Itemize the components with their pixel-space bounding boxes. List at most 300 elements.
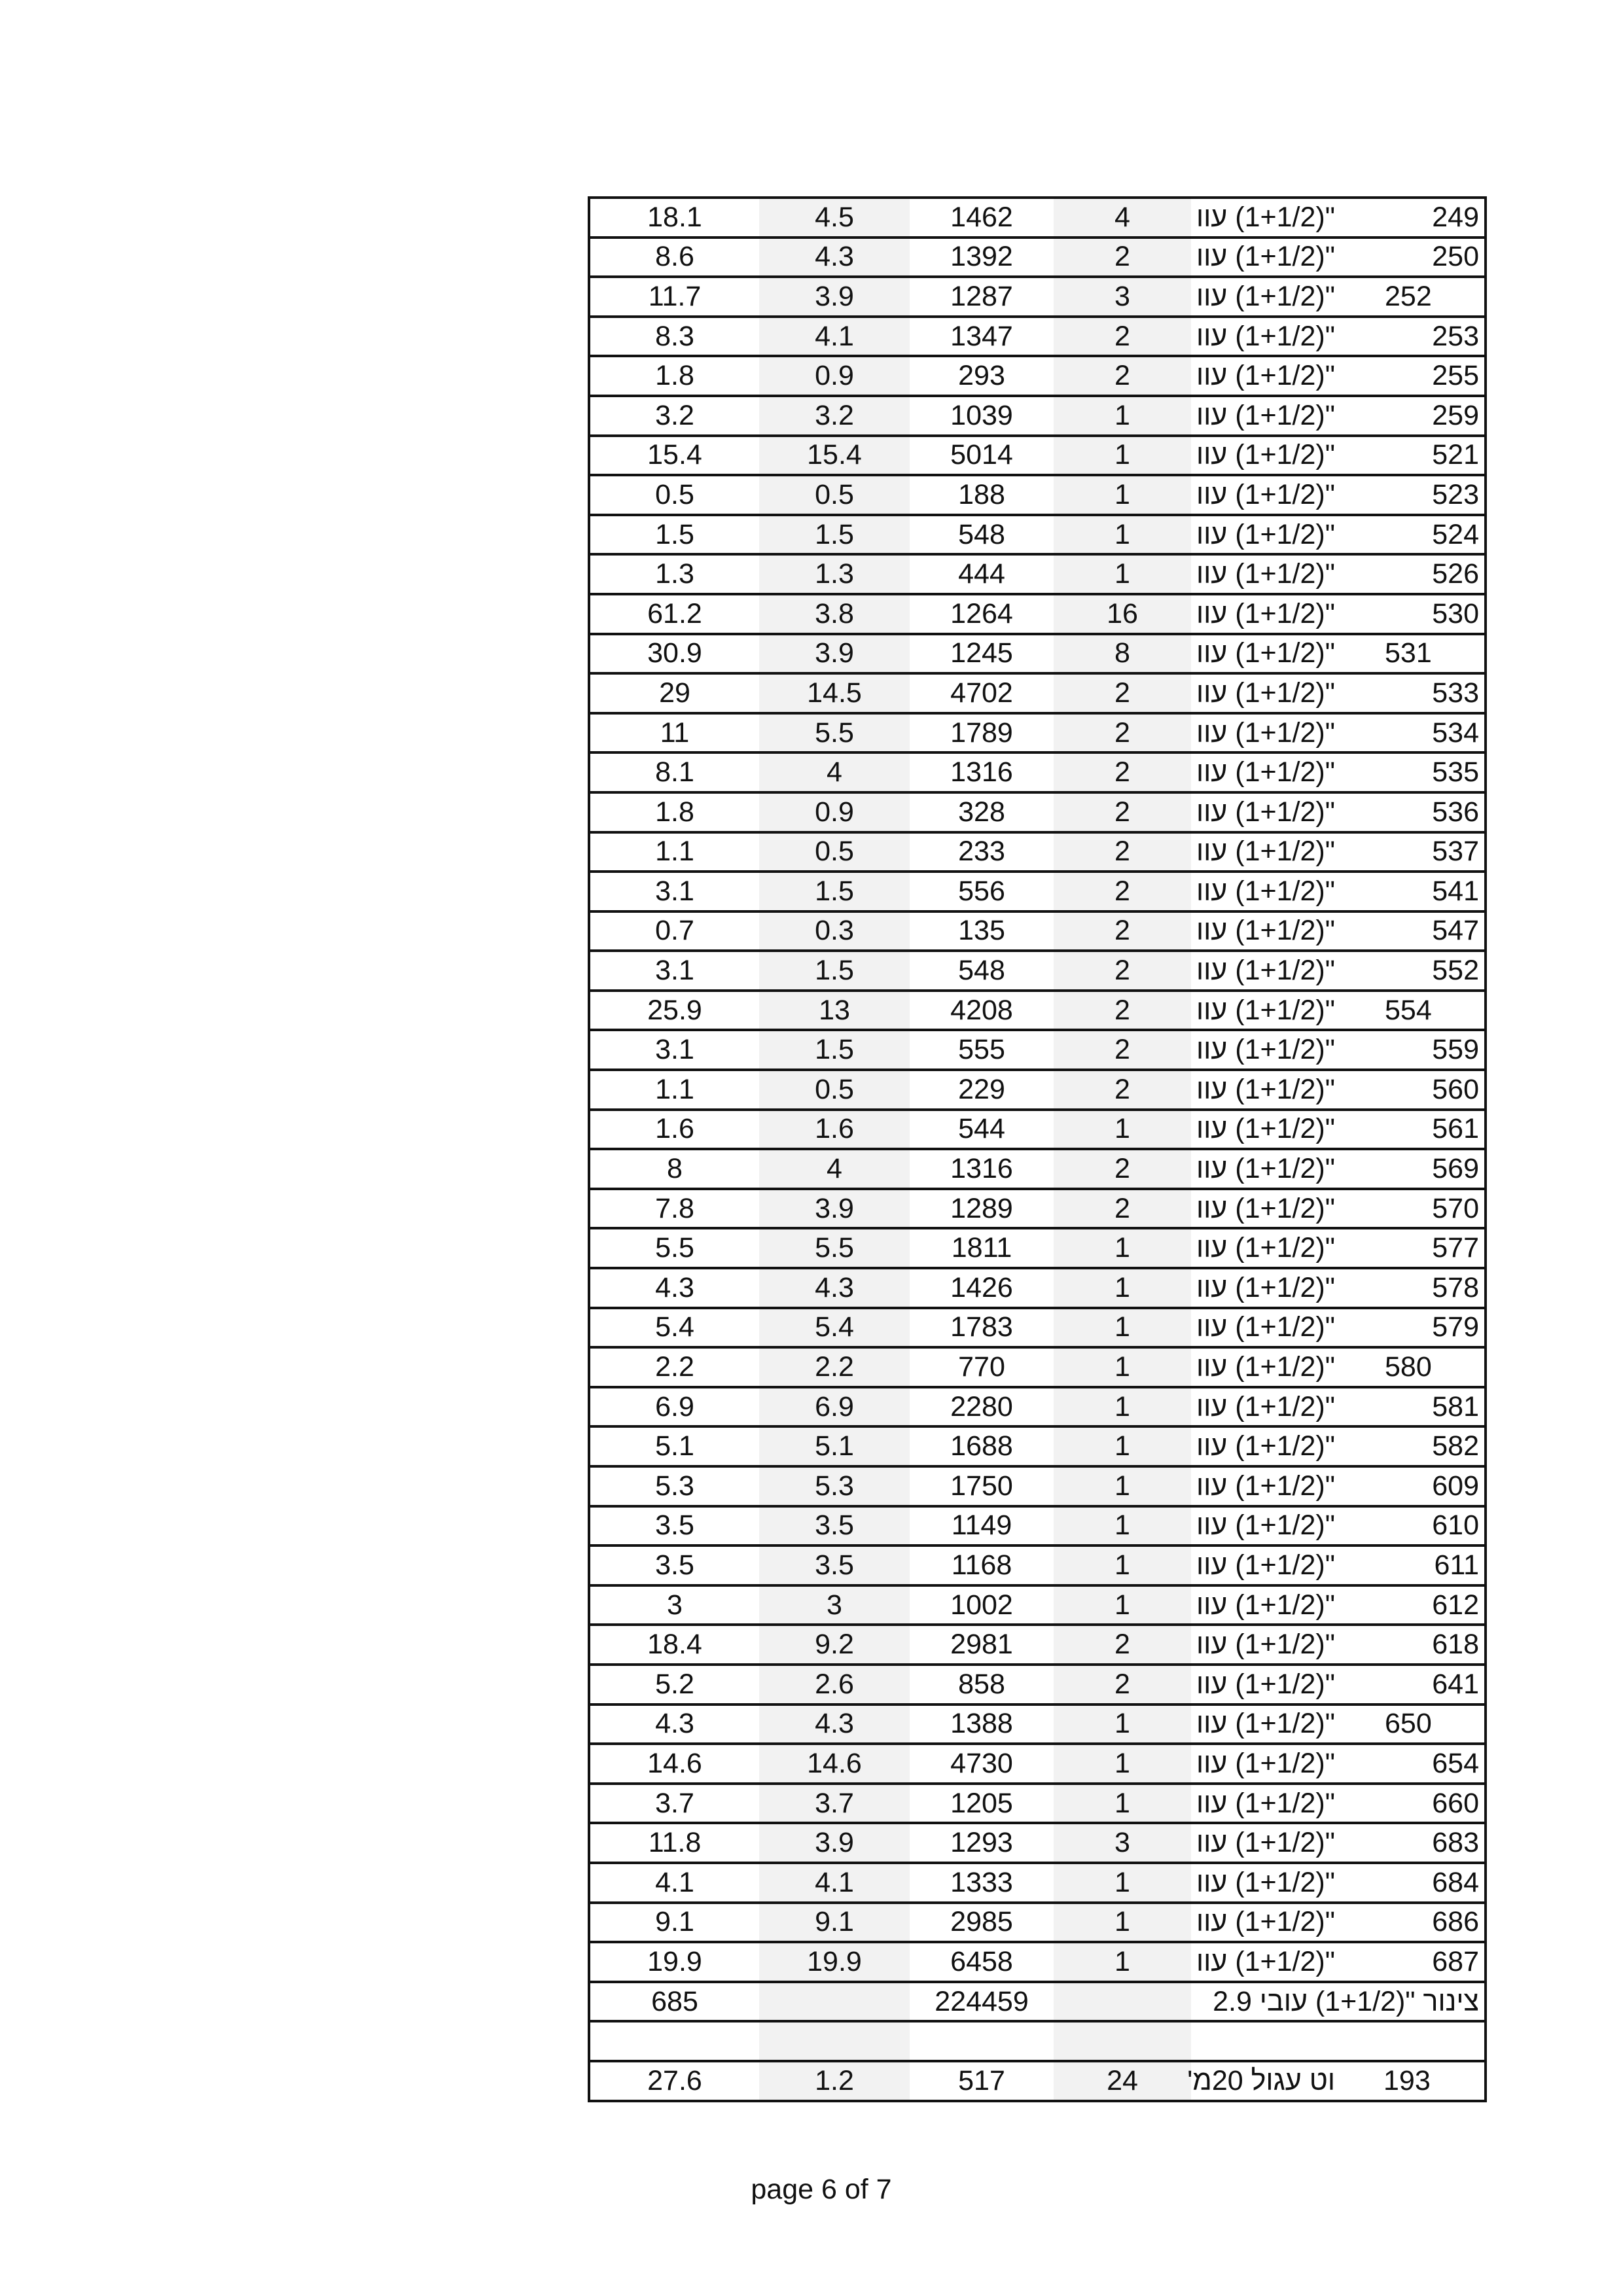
description-cell: "(1+1/2) עוו bbox=[1191, 1268, 1335, 1308]
unit-value-cell: 4 bbox=[759, 752, 910, 792]
unit-value-cell: 4.3 bbox=[759, 1704, 910, 1744]
description-cell: "(1+1/2) עוו bbox=[1191, 991, 1335, 1031]
empty-cell bbox=[1191, 2021, 1335, 2061]
table-row bbox=[589, 1268, 1486, 1308]
table-row bbox=[589, 594, 1486, 634]
total-cell: 15.4 bbox=[589, 436, 759, 476]
item-id-cell: 569 bbox=[1335, 1149, 1486, 1189]
quantity-mm-cell: 1388 bbox=[910, 1704, 1054, 1744]
count-cell: 1 bbox=[1054, 1704, 1191, 1744]
page-number: page 6 of 7 bbox=[751, 2174, 892, 2205]
count-cell: 2 bbox=[1054, 1189, 1191, 1229]
unit-value-cell: 3.8 bbox=[759, 594, 910, 634]
count-cell: 2 bbox=[1054, 951, 1191, 991]
table-row bbox=[589, 832, 1486, 872]
description-cell: "(1+1/2) עוו bbox=[1191, 951, 1335, 991]
count-cell: 1 bbox=[1054, 1545, 1191, 1585]
quantity-mm-cell: 517 bbox=[910, 2061, 1054, 2101]
total-cell: 4.1 bbox=[589, 1863, 759, 1903]
total-cell: 18.1 bbox=[589, 198, 759, 238]
quantity-mm-cell: 2985 bbox=[910, 1903, 1054, 1943]
quantity-mm-cell: 1293 bbox=[910, 1823, 1054, 1863]
unit-value-cell: 3.9 bbox=[759, 1823, 910, 1863]
description-cell: "(1+1/2) עוו bbox=[1191, 1506, 1335, 1546]
total-cell: 1.5 bbox=[589, 515, 759, 555]
description-cell: "(1+1/2) עוו bbox=[1191, 515, 1335, 555]
description-cell: "(1+1/2) עוו bbox=[1191, 436, 1335, 476]
description-cell: "(1+1/2) עוו bbox=[1191, 1744, 1335, 1784]
item-id-cell: 612 bbox=[1335, 1585, 1486, 1625]
count-cell: 8 bbox=[1054, 634, 1191, 674]
summary-sum-cell: 224459 bbox=[910, 1982, 1054, 2022]
item-id-cell: 552 bbox=[1335, 951, 1486, 991]
total-cell: 6.9 bbox=[589, 1387, 759, 1427]
description-cell: "(1+1/2) עוו bbox=[1191, 792, 1335, 832]
table-row bbox=[589, 713, 1486, 753]
unit-value-cell: 14.5 bbox=[759, 673, 910, 713]
count-cell: 2 bbox=[1054, 1665, 1191, 1704]
table-row bbox=[589, 1665, 1486, 1704]
count-cell: 3 bbox=[1054, 277, 1191, 317]
unit-value-cell: 1.5 bbox=[759, 951, 910, 991]
table-row bbox=[589, 991, 1486, 1031]
total-cell: 4.3 bbox=[589, 1268, 759, 1308]
count-cell: 2 bbox=[1054, 872, 1191, 911]
total-cell: 29 bbox=[589, 673, 759, 713]
total-cell: 0.5 bbox=[589, 475, 759, 515]
empty-cell bbox=[1054, 1982, 1191, 2022]
total-cell: 1.1 bbox=[589, 1070, 759, 1110]
table-row bbox=[589, 1308, 1486, 1348]
quantity-mm-cell: 1750 bbox=[910, 1466, 1054, 1506]
item-id-cell: 547 bbox=[1335, 911, 1486, 951]
unit-value-cell: 5.1 bbox=[759, 1426, 910, 1466]
total-cell: 9.1 bbox=[589, 1903, 759, 1943]
unit-value-cell: 1.5 bbox=[759, 872, 910, 911]
table-row bbox=[589, 436, 1486, 476]
count-cell: 2 bbox=[1054, 911, 1191, 951]
count-cell: 4 bbox=[1054, 198, 1191, 238]
unit-value-cell: 3.9 bbox=[759, 1189, 910, 1229]
unit-value-cell: 1.6 bbox=[759, 1110, 910, 1150]
table-row bbox=[589, 1030, 1486, 1070]
description-cell: "(1+1/2) עוו bbox=[1191, 1863, 1335, 1903]
item-id-cell: 537 bbox=[1335, 832, 1486, 872]
table-row bbox=[589, 1110, 1486, 1150]
table-row bbox=[589, 1784, 1486, 1824]
count-cell: 3 bbox=[1054, 1823, 1191, 1863]
description-cell: "(1+1/2) עוו bbox=[1191, 1823, 1335, 1863]
table-row bbox=[589, 198, 1486, 238]
count-cell: 2 bbox=[1054, 832, 1191, 872]
total-cell: 11.8 bbox=[589, 1823, 759, 1863]
count-cell: 1 bbox=[1054, 1585, 1191, 1625]
description-cell: "(1+1/2) עוו bbox=[1191, 1466, 1335, 1506]
item-id-cell: 654 bbox=[1335, 1744, 1486, 1784]
item-id-cell: 541 bbox=[1335, 872, 1486, 911]
description-cell: "(1+1/2) עוו bbox=[1191, 1110, 1335, 1150]
quantity-mm-cell: 1316 bbox=[910, 752, 1054, 792]
unit-value-cell: 14.6 bbox=[759, 1744, 910, 1784]
table-row bbox=[589, 1189, 1486, 1229]
description-cell: "(1+1/2) עוו bbox=[1191, 475, 1335, 515]
total-cell: 3.7 bbox=[589, 1784, 759, 1824]
description-cell: "(1+1/2) עוו bbox=[1191, 1942, 1335, 1982]
unit-value-cell: 5.4 bbox=[759, 1308, 910, 1348]
quantity-mm-cell: 4730 bbox=[910, 1744, 1054, 1784]
item-id-cell: 611 bbox=[1335, 1545, 1486, 1585]
description-cell: "(1+1/2) עוו bbox=[1191, 1585, 1335, 1625]
unit-value-cell: 19.9 bbox=[759, 1942, 910, 1982]
item-id-cell: 683 bbox=[1335, 1823, 1486, 1863]
count-cell: 1 bbox=[1054, 1387, 1191, 1427]
count-cell: 1 bbox=[1054, 1426, 1191, 1466]
item-id-cell: 250 bbox=[1335, 238, 1486, 277]
unit-value-cell: 4.3 bbox=[759, 1268, 910, 1308]
total-cell: 5.3 bbox=[589, 1466, 759, 1506]
item-id-cell: 641 bbox=[1335, 1665, 1486, 1704]
total-cell: 1.8 bbox=[589, 792, 759, 832]
item-id-cell: 255 bbox=[1335, 356, 1486, 396]
table-row bbox=[589, 1744, 1486, 1784]
quantity-mm-cell: 2981 bbox=[910, 1625, 1054, 1665]
count-cell: 2 bbox=[1054, 1070, 1191, 1110]
summary-row bbox=[589, 1982, 1486, 2022]
unit-value-cell: 2.2 bbox=[759, 1347, 910, 1387]
total-cell: 19.9 bbox=[589, 1942, 759, 1982]
description-cell: "(1+1/2) עוו bbox=[1191, 752, 1335, 792]
quantity-mm-cell: 135 bbox=[910, 911, 1054, 951]
item-id-cell: 252 bbox=[1335, 277, 1486, 317]
total-cell: 5.4 bbox=[589, 1308, 759, 1348]
total-cell: 8.1 bbox=[589, 752, 759, 792]
blank-row bbox=[589, 2021, 1486, 2061]
table-row bbox=[589, 277, 1486, 317]
total-cell: 11.7 bbox=[589, 277, 759, 317]
count-cell: 1 bbox=[1054, 1744, 1191, 1784]
total-cell: 8 bbox=[589, 1149, 759, 1189]
count-cell: 2 bbox=[1054, 792, 1191, 832]
item-id-cell: 580 bbox=[1335, 1347, 1486, 1387]
count-cell: 16 bbox=[1054, 594, 1191, 634]
table-row bbox=[589, 1545, 1486, 1585]
description-cell: "(1+1/2) עוו bbox=[1191, 238, 1335, 277]
description-cell: "(1+1/2) עוו bbox=[1191, 1347, 1335, 1387]
unit-value-cell: 1.3 bbox=[759, 554, 910, 594]
quantity-mm-cell: 1426 bbox=[910, 1268, 1054, 1308]
quantity-mm-cell: 293 bbox=[910, 356, 1054, 396]
total-cell: 3 bbox=[589, 1585, 759, 1625]
table-row bbox=[589, 317, 1486, 357]
total-cell: 5.5 bbox=[589, 1228, 759, 1268]
quantity-mm-cell: 1783 bbox=[910, 1308, 1054, 1348]
quantity-mm-cell: 444 bbox=[910, 554, 1054, 594]
count-cell: 1 bbox=[1054, 1347, 1191, 1387]
total-cell: 25.9 bbox=[589, 991, 759, 1031]
table-row bbox=[589, 752, 1486, 792]
item-id-cell: 582 bbox=[1335, 1426, 1486, 1466]
table-row bbox=[589, 396, 1486, 436]
table-row bbox=[589, 634, 1486, 674]
empty-cell bbox=[1054, 2021, 1191, 2061]
description-cell: "(1+1/2) עוו bbox=[1191, 1387, 1335, 1427]
item-id-cell: 610 bbox=[1335, 1506, 1486, 1546]
quantity-mm-cell: 1462 bbox=[910, 198, 1054, 238]
item-id-cell: 618 bbox=[1335, 1625, 1486, 1665]
unit-value-cell: 13 bbox=[759, 991, 910, 1031]
item-id-cell: 560 bbox=[1335, 1070, 1486, 1110]
table-row bbox=[589, 673, 1486, 713]
count-cell: 1 bbox=[1054, 475, 1191, 515]
total-cell: 8.6 bbox=[589, 238, 759, 277]
description-cell: "(1+1/2) עוו bbox=[1191, 1070, 1335, 1110]
quantity-mm-cell: 2280 bbox=[910, 1387, 1054, 1427]
unit-value-cell: 5.5 bbox=[759, 1228, 910, 1268]
table-row bbox=[589, 475, 1486, 515]
description-cell: "(1+1/2) עוו bbox=[1191, 594, 1335, 634]
description-cell: "(1+1/2) עוו bbox=[1191, 713, 1335, 753]
quantity-mm-cell: 188 bbox=[910, 475, 1054, 515]
quantity-mm-cell: 1287 bbox=[910, 277, 1054, 317]
quantity-mm-cell: 1002 bbox=[910, 1585, 1054, 1625]
description-cell: "(1+1/2) עוו bbox=[1191, 634, 1335, 674]
count-cell: 1 bbox=[1054, 554, 1191, 594]
description-cell: "(1+1/2) עוו bbox=[1191, 356, 1335, 396]
unit-value-cell: 0.5 bbox=[759, 475, 910, 515]
description-cell: "(1+1/2) עוו bbox=[1191, 673, 1335, 713]
quantity-mm-cell: 1811 bbox=[910, 1228, 1054, 1268]
unit-value-cell: 3.2 bbox=[759, 396, 910, 436]
table-row bbox=[589, 1387, 1486, 1427]
description-cell: "(1+1/2) עוו bbox=[1191, 1426, 1335, 1466]
count-cell: 2 bbox=[1054, 713, 1191, 753]
count-cell: 2 bbox=[1054, 317, 1191, 357]
unit-value-cell: 3.9 bbox=[759, 277, 910, 317]
total-cell: 2.2 bbox=[589, 1347, 759, 1387]
unit-value-cell: 1.5 bbox=[759, 515, 910, 555]
description-cell: "(1+1/2) עוו bbox=[1191, 1903, 1335, 1943]
count-cell: 1 bbox=[1054, 1228, 1191, 1268]
total-cell: 1.3 bbox=[589, 554, 759, 594]
quantity-mm-cell: 1205 bbox=[910, 1784, 1054, 1824]
description-cell: "(1+1/2) עוו bbox=[1191, 317, 1335, 357]
table-row bbox=[589, 1942, 1486, 1982]
quantity-mm-cell: 1289 bbox=[910, 1189, 1054, 1229]
count-cell: 1 bbox=[1054, 1110, 1191, 1150]
total-cell: 18.4 bbox=[589, 1625, 759, 1665]
table-row bbox=[589, 1863, 1486, 1903]
total-cell: 3.2 bbox=[589, 396, 759, 436]
count-cell: 1 bbox=[1054, 1466, 1191, 1506]
unit-value-cell: 6.9 bbox=[759, 1387, 910, 1427]
table-row bbox=[589, 554, 1486, 594]
table-row bbox=[589, 1704, 1486, 1744]
unit-value-cell: 9.2 bbox=[759, 1625, 910, 1665]
empty-cell bbox=[910, 2021, 1054, 2061]
description-cell: "(1+1/2) עוו bbox=[1191, 1625, 1335, 1665]
description-cell: "(1+1/2) עוו bbox=[1191, 1784, 1335, 1824]
total-cell: 30.9 bbox=[589, 634, 759, 674]
count-cell: 1 bbox=[1054, 1784, 1191, 1824]
item-id-cell: 684 bbox=[1335, 1863, 1486, 1903]
item-id-cell: 536 bbox=[1335, 792, 1486, 832]
item-id-cell: 534 bbox=[1335, 713, 1486, 753]
count-cell: 2 bbox=[1054, 673, 1191, 713]
description-cell: "(1+1/2) עוו bbox=[1191, 1308, 1335, 1348]
item-id-cell: 578 bbox=[1335, 1268, 1486, 1308]
description-cell: "(1+1/2) עוו bbox=[1191, 1228, 1335, 1268]
table-row bbox=[589, 515, 1486, 555]
total-cell: 5.2 bbox=[589, 1665, 759, 1704]
quantity-mm-cell: 1347 bbox=[910, 317, 1054, 357]
quantity-mm-cell: 1333 bbox=[910, 1863, 1054, 1903]
quantity-mm-cell: 4702 bbox=[910, 673, 1054, 713]
quantity-mm-cell: 233 bbox=[910, 832, 1054, 872]
description-cell: "(1+1/2) עוו bbox=[1191, 198, 1335, 238]
item-id-cell: 530 bbox=[1335, 594, 1486, 634]
description-cell: "(1+1/2) עוו bbox=[1191, 1149, 1335, 1189]
unit-value-cell: 0.5 bbox=[759, 1070, 910, 1110]
unit-value-cell: 4.1 bbox=[759, 1863, 910, 1903]
count-cell: 1 bbox=[1054, 515, 1191, 555]
table-row bbox=[589, 1903, 1486, 1943]
total-cell: 3.1 bbox=[589, 951, 759, 991]
unit-value-cell: 15.4 bbox=[759, 436, 910, 476]
empty-cell bbox=[1335, 2021, 1486, 2061]
count-cell: 1 bbox=[1054, 1942, 1191, 1982]
table-row bbox=[589, 792, 1486, 832]
item-id-cell: 686 bbox=[1335, 1903, 1486, 1943]
empty-cell bbox=[589, 2021, 759, 2061]
item-id-cell: 577 bbox=[1335, 1228, 1486, 1268]
count-cell: 2 bbox=[1054, 356, 1191, 396]
pipe-schedule-table bbox=[588, 196, 1487, 2102]
item-id-cell: 521 bbox=[1335, 436, 1486, 476]
count-cell: 24 bbox=[1054, 2061, 1191, 2101]
table-row bbox=[589, 911, 1486, 951]
unit-value-cell: 1.2 bbox=[759, 2061, 910, 2101]
item-id-cell: 650 bbox=[1335, 1704, 1486, 1744]
unit-value-cell: 0.9 bbox=[759, 792, 910, 832]
item-id-cell: 561 bbox=[1335, 1110, 1486, 1150]
item-id-cell: 570 bbox=[1335, 1189, 1486, 1229]
count-cell: 2 bbox=[1054, 991, 1191, 1031]
table-row bbox=[589, 1149, 1486, 1189]
quantity-mm-cell: 1149 bbox=[910, 1506, 1054, 1546]
item-id-cell: 581 bbox=[1335, 1387, 1486, 1427]
quantity-mm-cell: 548 bbox=[910, 515, 1054, 555]
unit-value-cell: 0.9 bbox=[759, 356, 910, 396]
unit-value-cell: 3.5 bbox=[759, 1545, 910, 1585]
total-cell: 14.6 bbox=[589, 1744, 759, 1784]
empty-cell bbox=[759, 2021, 910, 2061]
count-cell: 1 bbox=[1054, 436, 1191, 476]
count-cell: 2 bbox=[1054, 238, 1191, 277]
description-cell: "(1+1/2) עוו bbox=[1191, 1545, 1335, 1585]
item-id-cell: 253 bbox=[1335, 317, 1486, 357]
empty-cell bbox=[759, 1982, 910, 2022]
quantity-mm-cell: 555 bbox=[910, 1030, 1054, 1070]
table-row bbox=[589, 1506, 1486, 1546]
description-cell: "(1+1/2) עוו bbox=[1191, 872, 1335, 911]
table-row bbox=[589, 2061, 1486, 2101]
item-id-cell: 524 bbox=[1335, 515, 1486, 555]
item-id-cell: 660 bbox=[1335, 1784, 1486, 1824]
count-cell: 1 bbox=[1054, 1308, 1191, 1348]
quantity-mm-cell: 1789 bbox=[910, 713, 1054, 753]
table-row bbox=[589, 1823, 1486, 1863]
total-cell: 7.8 bbox=[589, 1189, 759, 1229]
table-row bbox=[589, 356, 1486, 396]
table-body bbox=[589, 198, 1486, 2101]
item-id-cell: 609 bbox=[1335, 1466, 1486, 1506]
table-row bbox=[589, 1070, 1486, 1110]
description-cell: "(1+1/2) עוו bbox=[1191, 911, 1335, 951]
quantity-mm-cell: 544 bbox=[910, 1110, 1054, 1150]
count-cell: 2 bbox=[1054, 1030, 1191, 1070]
unit-value-cell: 4.1 bbox=[759, 317, 910, 357]
unit-value-cell: 0.3 bbox=[759, 911, 910, 951]
total-cell: 3.1 bbox=[589, 1030, 759, 1070]
total-cell: 4.3 bbox=[589, 1704, 759, 1744]
total-cell: 3.5 bbox=[589, 1506, 759, 1546]
description-cell: "(1+1/2) עוו bbox=[1191, 1030, 1335, 1070]
total-cell: 8.3 bbox=[589, 317, 759, 357]
unit-value-cell: 9.1 bbox=[759, 1903, 910, 1943]
unit-value-cell: 2.6 bbox=[759, 1665, 910, 1704]
table-row bbox=[589, 1228, 1486, 1268]
unit-value-cell: 0.5 bbox=[759, 832, 910, 872]
unit-value-cell: 3.7 bbox=[759, 1784, 910, 1824]
item-id-cell: 579 bbox=[1335, 1308, 1486, 1348]
count-cell: 1 bbox=[1054, 1268, 1191, 1308]
table-row bbox=[589, 1426, 1486, 1466]
item-id-cell: 249 bbox=[1335, 198, 1486, 238]
description-cell: "(1+1/2) עוו bbox=[1191, 396, 1335, 436]
table-row bbox=[589, 238, 1486, 277]
item-id-cell: 533 bbox=[1335, 673, 1486, 713]
description-cell: "(1+1/2) עוו bbox=[1191, 1665, 1335, 1704]
unit-value-cell: 4.5 bbox=[759, 198, 910, 238]
quantity-mm-cell: 1168 bbox=[910, 1545, 1054, 1585]
quantity-mm-cell: 770 bbox=[910, 1347, 1054, 1387]
table-row bbox=[589, 1466, 1486, 1506]
table-row bbox=[589, 1625, 1486, 1665]
item-id-cell: 687 bbox=[1335, 1942, 1486, 1982]
description-cell: "(1+1/2) עוו bbox=[1191, 277, 1335, 317]
total-cell: 61.2 bbox=[589, 594, 759, 634]
quantity-mm-cell: 1316 bbox=[910, 1149, 1054, 1189]
total-cell: 27.6 bbox=[589, 2061, 759, 2101]
item-id-cell: 259 bbox=[1335, 396, 1486, 436]
unit-value-cell: 3.5 bbox=[759, 1506, 910, 1546]
count-cell: 2 bbox=[1054, 1149, 1191, 1189]
description-cell: וט עגול 20מ' bbox=[1191, 2061, 1335, 2101]
quantity-mm-cell: 1264 bbox=[910, 594, 1054, 634]
count-cell: 2 bbox=[1054, 752, 1191, 792]
quantity-mm-cell: 4208 bbox=[910, 991, 1054, 1031]
description-cell: "(1+1/2) עוו bbox=[1191, 832, 1335, 872]
unit-value-cell: 4.3 bbox=[759, 238, 910, 277]
quantity-mm-cell: 1688 bbox=[910, 1426, 1054, 1466]
unit-value-cell: 3.9 bbox=[759, 634, 910, 674]
total-cell: 5.1 bbox=[589, 1426, 759, 1466]
quantity-mm-cell: 6458 bbox=[910, 1942, 1054, 1982]
total-cell: 1.8 bbox=[589, 356, 759, 396]
unit-value-cell: 1.5 bbox=[759, 1030, 910, 1070]
quantity-mm-cell: 548 bbox=[910, 951, 1054, 991]
quantity-mm-cell: 328 bbox=[910, 792, 1054, 832]
